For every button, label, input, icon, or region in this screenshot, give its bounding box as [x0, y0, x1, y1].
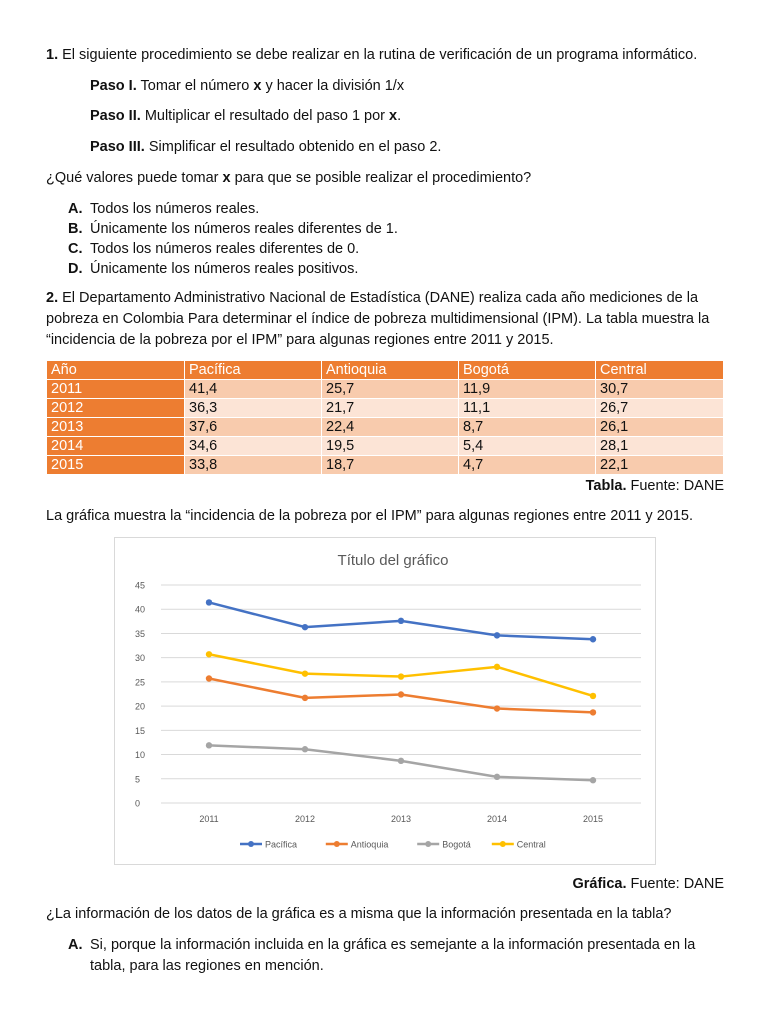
year-cell: 2015: [47, 456, 185, 475]
graph-caption: [572, 875, 724, 894]
x-tick-label: 2014: [486, 814, 508, 824]
step-text: Simplificar el resultado obtenido en el paso 2.: [148, 139, 442, 155]
ipm-table: [46, 360, 724, 475]
q2-number: 2.: [46, 290, 59, 306]
q1-statement-text: El siguiente procedimiento se debe realizar en la rutina de verificación de un programa informático.: [62, 47, 698, 63]
year-cell: 2014: [47, 437, 185, 456]
option-letter: B.: [68, 221, 83, 237]
value-cell: 22,1: [596, 456, 724, 475]
data-point: [206, 675, 212, 681]
option-letter: A.: [68, 201, 83, 217]
value-cell: 41,4: [185, 380, 322, 399]
data-point: [302, 670, 308, 676]
question-variable: x: [222, 170, 231, 186]
header-cell: Pacífica: [185, 361, 322, 380]
graph-intro: La gráfica muestra la “incidencia de la pobreza por el IPM” para algunas regiones entre 2011 y 2015.: [46, 508, 693, 524]
value-cell: 18,7: [322, 456, 459, 475]
line-chart: [114, 537, 656, 865]
step-variable: x: [389, 108, 398, 124]
legend-entry: Pacífica: [265, 839, 298, 850]
x-tick-label: 2012: [294, 814, 316, 824]
data-point: [398, 618, 404, 624]
header-cell: Bogotá: [459, 361, 596, 380]
y-tick-label: 20: [135, 701, 146, 712]
q1-option-b[interactable]: [68, 219, 398, 239]
option-letter: C.: [68, 241, 83, 257]
caption-label: Tabla.: [585, 478, 627, 494]
y-tick-label: 15: [135, 725, 146, 736]
question-text: ¿Qué valores puede tomar: [46, 170, 223, 186]
data-point: [302, 695, 308, 701]
table-row: [47, 380, 724, 399]
header-cell: Antioquia: [322, 361, 459, 380]
step-text: Multiplicar el resultado del paso 1 por: [144, 108, 390, 124]
data-point: [398, 673, 404, 679]
legend-swatch-marker: [334, 841, 340, 847]
y-tick-label: 40: [135, 604, 146, 615]
data-point: [398, 691, 404, 697]
option-text: Únicamente los números reales positivos.: [90, 261, 359, 277]
value-cell: 8,7: [459, 418, 596, 437]
y-tick-label: 30: [135, 653, 146, 664]
step-label: Paso I.: [90, 78, 137, 94]
option-letter: A.: [68, 937, 83, 953]
q1-question: [46, 169, 531, 188]
table-row: [47, 399, 724, 418]
data-point: [494, 632, 500, 638]
data-point: [494, 664, 500, 670]
q2-statement-text: El Departamento Administrativo Nacional de Estadística (DANE) realiza cada año mediciones de la pobreza en Colombia Para determinar el índice de pobreza multidimensional (IPM). La tabla muestra la “incidencia de la pobreza por el IPM” para algunas regiones entre 2011 y 2015.: [46, 290, 710, 348]
caption-source: Fuente: DANE: [626, 876, 724, 892]
value-cell: 37,6: [185, 418, 322, 437]
data-point: [590, 636, 596, 642]
q1-option-d[interactable]: [68, 259, 398, 279]
data-point: [494, 705, 500, 711]
year-cell: 2011: [47, 380, 185, 399]
table-header-row: [47, 361, 724, 380]
q1-number: 1.: [46, 47, 59, 63]
y-tick-label: 5: [135, 774, 141, 785]
x-tick-label: 2011: [199, 814, 219, 824]
y-tick-label: 25: [135, 677, 146, 688]
q1-option-a[interactable]: [68, 199, 398, 219]
table-row: [47, 418, 724, 437]
option-text: Todos los números reales.: [90, 201, 260, 217]
value-cell: 21,7: [322, 399, 459, 418]
chart-svg: [115, 538, 655, 864]
value-cell: 19,5: [322, 437, 459, 456]
x-tick-label: 2015: [582, 814, 604, 824]
value-cell: 28,1: [596, 437, 724, 456]
caption-source: Fuente: DANE: [626, 478, 724, 494]
q2-option-a[interactable]: [68, 935, 724, 977]
q1-step-2: [90, 107, 401, 126]
value-cell: 25,7: [322, 380, 459, 399]
value-cell: 11,1: [459, 399, 596, 418]
q2-statement: [46, 288, 724, 351]
question-text: para que se posible realizar el procedimiento?: [230, 170, 532, 186]
value-cell: 4,7: [459, 456, 596, 475]
value-cell: 34,6: [185, 437, 322, 456]
value-cell: 26,7: [596, 399, 724, 418]
table-row: [47, 456, 724, 475]
legend-swatch-marker: [248, 841, 254, 847]
value-cell: 5,4: [459, 437, 596, 456]
y-tick-label: 45: [135, 580, 146, 591]
q1-option-c[interactable]: [68, 239, 398, 259]
header-cell: Año: [47, 361, 185, 380]
data-point: [590, 693, 596, 699]
data-point: [398, 758, 404, 764]
data-point: [302, 746, 308, 752]
step-variable: x: [253, 78, 262, 94]
legend-entry: Central: [516, 839, 546, 850]
table-row: [47, 437, 724, 456]
data-point: [494, 774, 500, 780]
value-cell: 11,9: [459, 380, 596, 399]
q1-statement: [46, 46, 724, 65]
step-label: Paso II.: [90, 108, 141, 124]
header-cell: Central: [596, 361, 724, 380]
data-point: [590, 777, 596, 783]
y-tick-label: 35: [135, 628, 146, 639]
q2-question: ¿La información de los datos de la gráfica es a misma que la información presentada en la tabla?: [46, 906, 672, 922]
year-cell: 2012: [47, 399, 185, 418]
x-tick-label: 2013: [390, 814, 412, 824]
data-point: [206, 599, 212, 605]
year-cell: 2013: [47, 418, 185, 437]
data-point: [206, 742, 212, 748]
legend-swatch-marker: [425, 841, 431, 847]
step-text: y hacer la división 1/x: [261, 78, 405, 94]
value-cell: 36,3: [185, 399, 322, 418]
value-cell: 22,4: [322, 418, 459, 437]
chart-title: Título del gráfico: [337, 552, 449, 569]
caption-label: Gráfica.: [572, 876, 627, 892]
y-tick-label: 0: [135, 798, 141, 809]
option-letter: D.: [68, 261, 83, 277]
option-text: Únicamente los números reales diferentes de 1.: [90, 221, 398, 237]
data-point: [302, 624, 308, 630]
data-point: [206, 651, 212, 657]
step-text: .: [397, 108, 402, 124]
q1-step-1: [90, 77, 404, 96]
q1-step-3: [90, 138, 441, 157]
value-cell: 30,7: [596, 380, 724, 399]
legend-entry: Antioquia: [350, 839, 389, 850]
y-tick-label: 10: [135, 750, 146, 761]
q1-options: [68, 199, 398, 279]
value-cell: 26,1: [596, 418, 724, 437]
data-point: [590, 709, 596, 715]
value-cell: 33,8: [185, 456, 322, 475]
legend-swatch-marker: [500, 841, 506, 847]
step-label: Paso III.: [90, 139, 145, 155]
option-text: Si, porque la información incluida en la gráfica es semejante a la información presentada en la tabla, para las regiones en mención.: [90, 937, 696, 974]
legend-entry: Bogotá: [442, 839, 471, 850]
step-text: Tomar el número: [140, 78, 254, 94]
option-text: Todos los números reales diferentes de 0.: [90, 241, 360, 257]
table-caption: [586, 477, 724, 496]
